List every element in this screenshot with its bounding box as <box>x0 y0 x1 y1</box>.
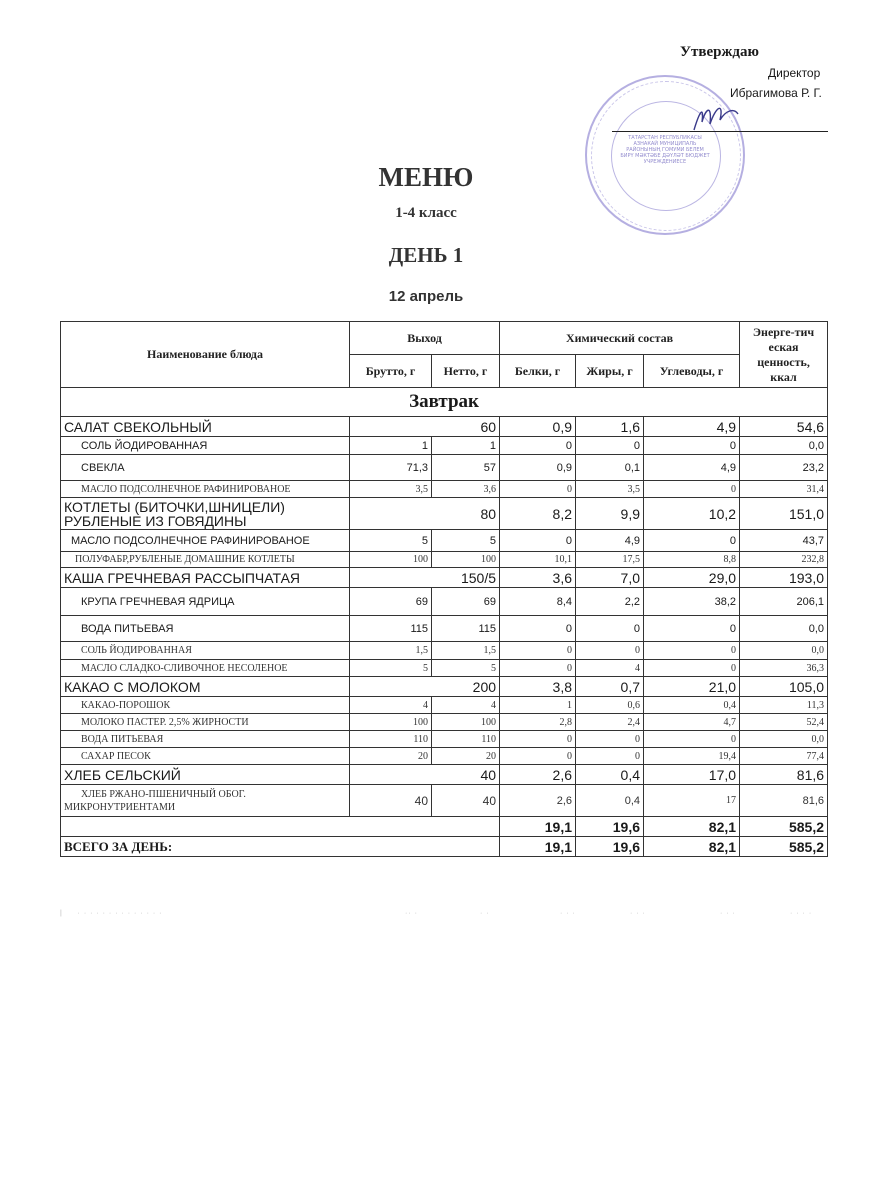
total-protein: 19,1 <box>500 837 576 857</box>
table-row <box>61 697 828 714</box>
carbs-value: 4,7 <box>644 714 740 731</box>
subtotal-label <box>61 817 500 837</box>
protein-value: 0 <box>500 481 576 498</box>
ingredient-name: СВЕКЛА <box>61 455 350 481</box>
ingredient-name: МАСЛО СЛАДКО-СЛИВОЧНОЕ НЕСОЛЕНОЕ <box>61 660 350 677</box>
col-header-chem: Химический состав <box>500 322 740 355</box>
ingredient-name: СОЛЬ ЙОДИРОВАННАЯ <box>61 437 350 455</box>
fat-value: 0,4 <box>576 765 644 785</box>
carbs-value: 8,8 <box>644 552 740 568</box>
protein-value: 3,8 <box>500 677 576 697</box>
table-row <box>61 642 828 660</box>
protein-value: 8,4 <box>500 588 576 616</box>
netto-value: 100 <box>432 552 500 568</box>
dish-name: КОТЛЕТЫ (БИТОЧКИ,ШНИЦЕЛИ) РУБЛЕНЫЕ ИЗ ГОВЯДИНЫ <box>61 498 350 530</box>
protein-value: 0 <box>500 437 576 455</box>
ingredient-name: ВОДА ПИТЬЕВАЯ <box>61 616 350 642</box>
section-breakfast: Завтрак <box>61 388 828 417</box>
ingredient-name: ПОЛУФАБР,РУБЛЕНЫЕ ДОМАШНИЕ КОТЛЕТЫ <box>61 552 350 568</box>
protein-value: 0,9 <box>500 455 576 481</box>
netto-value: 1 <box>432 437 500 455</box>
brutto-value: 5 <box>350 660 432 677</box>
carbs-value: 4,9 <box>644 417 740 437</box>
table-row <box>61 765 828 785</box>
fat-value: 17,5 <box>576 552 644 568</box>
dish-output: 80 <box>350 498 500 530</box>
ingredient-name: САХАР ПЕСОК <box>61 748 350 765</box>
total-carbs: 82,1 <box>644 837 740 857</box>
ingredient-name: ВОДА ПИТЬЕВАЯ <box>61 731 350 748</box>
table-row <box>61 417 828 437</box>
fat-value: 0,1 <box>576 455 644 481</box>
carbs-value: 10,2 <box>644 498 740 530</box>
total-row <box>61 837 828 857</box>
section-row <box>61 388 828 417</box>
ingredient-name: МАСЛО ПОДСОЛНЕЧНОЕ РАФИНИРОВАНОЕ <box>61 481 350 498</box>
col-header-energy: Энерге-тич еская ценность, ккал <box>740 322 828 388</box>
scan-bleed-through: | · · · · · · · · · · · · · · ·· · · · · · · · · · · · · · · · · <box>60 910 813 917</box>
protein-value: 2,8 <box>500 714 576 731</box>
fat-value: 4,9 <box>576 530 644 552</box>
table-row <box>61 481 828 498</box>
energy-value: 232,8 <box>740 552 828 568</box>
fat-value: 0,6 <box>576 697 644 714</box>
netto-value: 115 <box>432 616 500 642</box>
energy-value: 0,0 <box>740 616 828 642</box>
energy-value: 23,2 <box>740 455 828 481</box>
brutto-value: 115 <box>350 616 432 642</box>
energy-value: 52,4 <box>740 714 828 731</box>
col-header-brutto: Брутто, г <box>350 355 432 388</box>
netto-value: 5 <box>432 530 500 552</box>
ingredient-name: КРУПА ГРЕЧНЕВАЯ ЯДРИЦА <box>61 588 350 616</box>
fat-value: 0 <box>576 616 644 642</box>
protein-value: 10,1 <box>500 552 576 568</box>
fat-value: 0 <box>576 748 644 765</box>
energy-value: 206,1 <box>740 588 828 616</box>
netto-value: 5 <box>432 660 500 677</box>
day-label: ДЕНЬ 1 <box>388 243 464 267</box>
netto-value: 1,5 <box>432 642 500 660</box>
dish-name: КАША ГРЕЧНЕВАЯ РАССЫПЧАТАЯ <box>61 568 350 588</box>
protein-value: 0 <box>500 616 576 642</box>
total-energy: 585,2 <box>740 837 828 857</box>
brutto-value: 4 <box>350 697 432 714</box>
table-row <box>61 714 828 731</box>
fat-value: 7,0 <box>576 568 644 588</box>
netto-value: 40 <box>432 785 500 817</box>
netto-value: 110 <box>432 731 500 748</box>
ingredient-name: МАСЛО ПОДСОЛНЕЧНОЕ РАФИНИРОВАНОЕ <box>61 530 350 552</box>
energy-value: 0,0 <box>740 642 828 660</box>
brutto-value: 5 <box>350 530 432 552</box>
fat-value: 0,4 <box>576 785 644 817</box>
energy-value: 54,6 <box>740 417 828 437</box>
table-row <box>61 748 828 765</box>
protein-value: 1 <box>500 697 576 714</box>
carbs-value: 0 <box>644 437 740 455</box>
subtotal-energy: 585,2 <box>740 817 828 837</box>
energy-value: 31,4 <box>740 481 828 498</box>
fat-value: 1,6 <box>576 417 644 437</box>
fat-value: 2,4 <box>576 714 644 731</box>
table-row <box>61 437 828 455</box>
col-header-netto: Нетто, г <box>432 355 500 388</box>
carbs-value: 0 <box>644 530 740 552</box>
dish-output: 40 <box>350 765 500 785</box>
total-fat: 19,6 <box>576 837 644 857</box>
class-label: 1-4 класс <box>395 205 457 221</box>
subtotal-protein: 19,1 <box>500 817 576 837</box>
carbs-value: 0 <box>644 616 740 642</box>
protein-value: 8,2 <box>500 498 576 530</box>
netto-value: 4 <box>432 697 500 714</box>
menu-table <box>60 321 828 857</box>
carbs-value: 19,4 <box>644 748 740 765</box>
brutto-value: 1,5 <box>350 642 432 660</box>
protein-value: 2,6 <box>500 765 576 785</box>
protein-value: 0 <box>500 530 576 552</box>
dish-output: 200 <box>350 677 500 697</box>
brutto-value: 110 <box>350 731 432 748</box>
table-row <box>61 660 828 677</box>
table-row <box>61 785 828 817</box>
col-header-carbs: Углеводы, г <box>644 355 740 388</box>
netto-value: 20 <box>432 748 500 765</box>
fat-value: 4 <box>576 660 644 677</box>
ingredient-name: ХЛЕБ РЖАНО-ПШЕНИЧНЫЙ ОБОГ. МИКРОНУТРИЕНТАМИ <box>61 785 350 817</box>
fat-value: 9,9 <box>576 498 644 530</box>
brutto-value: 71,3 <box>350 455 432 481</box>
table-row <box>61 530 828 552</box>
col-header-output: Выход <box>350 322 500 355</box>
dish-name: САЛАТ СВЕКОЛЬНЫЙ <box>61 417 350 437</box>
carbs-value: 0 <box>644 481 740 498</box>
approval-title: Утверждаю <box>680 44 759 60</box>
energy-value: 105,0 <box>740 677 828 697</box>
brutto-value: 69 <box>350 588 432 616</box>
protein-value: 3,6 <box>500 568 576 588</box>
carbs-value: 0 <box>644 660 740 677</box>
date-label: 12 апрель <box>388 288 464 305</box>
brutto-value: 20 <box>350 748 432 765</box>
carbs-value: 38,2 <box>644 588 740 616</box>
energy-value: 11,3 <box>740 697 828 714</box>
signature-icon <box>690 100 740 134</box>
energy-value: 0,0 <box>740 731 828 748</box>
header-row <box>61 322 828 355</box>
subtotal-carbs: 82,1 <box>644 817 740 837</box>
approver-role: Директор <box>768 66 821 80</box>
energy-value: 81,6 <box>740 785 828 817</box>
carbs-value: 17,0 <box>644 765 740 785</box>
fat-value: 0 <box>576 642 644 660</box>
protein-value: 0 <box>500 660 576 677</box>
approver-name: Ибрагимова Р. Г. <box>730 86 822 100</box>
protein-value: 0 <box>500 748 576 765</box>
dish-output: 150/5 <box>350 568 500 588</box>
table-row <box>61 498 828 530</box>
protein-value: 0 <box>500 642 576 660</box>
protein-value: 0,9 <box>500 417 576 437</box>
signature-line <box>612 131 828 132</box>
table-row <box>61 568 828 588</box>
col-header-fat: Жиры, г <box>576 355 644 388</box>
energy-value: 77,4 <box>740 748 828 765</box>
netto-value: 57 <box>432 455 500 481</box>
subtotal-row <box>61 817 828 837</box>
brutto-value: 100 <box>350 552 432 568</box>
carbs-value: 0,4 <box>644 697 740 714</box>
table-row <box>61 616 828 642</box>
protein-value: 0 <box>500 731 576 748</box>
brutto-value: 1 <box>350 437 432 455</box>
fat-value: 0 <box>576 731 644 748</box>
fat-value: 0 <box>576 437 644 455</box>
fat-value: 2,2 <box>576 588 644 616</box>
energy-value: 81,6 <box>740 765 828 785</box>
energy-value: 193,0 <box>740 568 828 588</box>
netto-value: 3,6 <box>432 481 500 498</box>
table-row <box>61 677 828 697</box>
energy-value: 151,0 <box>740 498 828 530</box>
energy-value: 43,7 <box>740 530 828 552</box>
carbs-value: 0 <box>644 642 740 660</box>
energy-value: 36,3 <box>740 660 828 677</box>
col-header-name: Наименование блюда <box>61 322 350 388</box>
netto-value: 100 <box>432 714 500 731</box>
table-row <box>61 588 828 616</box>
ingredient-name: КАКАО-ПОРОШОК <box>61 697 350 714</box>
dish-name: ХЛЕБ СЕЛЬСКИЙ <box>61 765 350 785</box>
table-row <box>61 455 828 481</box>
brutto-value: 40 <box>350 785 432 817</box>
ingredient-name: МОЛОКО ПАСТЕР. 2,5% ЖИРНОСТИ <box>61 714 350 731</box>
page-title: МЕНЮ <box>378 162 474 192</box>
subtotal-fat: 19,6 <box>576 817 644 837</box>
dish-output: 60 <box>350 417 500 437</box>
carbs-value: 0 <box>644 731 740 748</box>
netto-value: 69 <box>432 588 500 616</box>
carbs-value: 17 <box>644 785 740 817</box>
col-header-protein: Белки, г <box>500 355 576 388</box>
ingredient-name: СОЛЬ ЙОДИРОВАННАЯ <box>61 642 350 660</box>
fat-value: 3,5 <box>576 481 644 498</box>
stamp-text: ТАТАРСТАН РЕСПУБЛИКАСЫ АЗНАКАЙ МУНИЦИПАЛЬ РАЙОНЫНЫҢ ГОМУМИ БЕЛЕМ БИРҮ МӘКТӘБЕ ДӘҮЛӘТ БЮДЖЕТ УЧРЕЖДЕНИЕСЕ <box>620 135 710 165</box>
fat-value: 0,7 <box>576 677 644 697</box>
table-row <box>61 731 828 748</box>
total-label: ВСЕГО ЗА ДЕНЬ: <box>61 837 500 857</box>
table-row <box>61 552 828 568</box>
brutto-value: 100 <box>350 714 432 731</box>
protein-value: 2,6 <box>500 785 576 817</box>
energy-value: 0,0 <box>740 437 828 455</box>
dish-name: КАКАО С МОЛОКОМ <box>61 677 350 697</box>
carbs-value: 4,9 <box>644 455 740 481</box>
brutto-value: 3,5 <box>350 481 432 498</box>
carbs-value: 21,0 <box>644 677 740 697</box>
carbs-value: 29,0 <box>644 568 740 588</box>
